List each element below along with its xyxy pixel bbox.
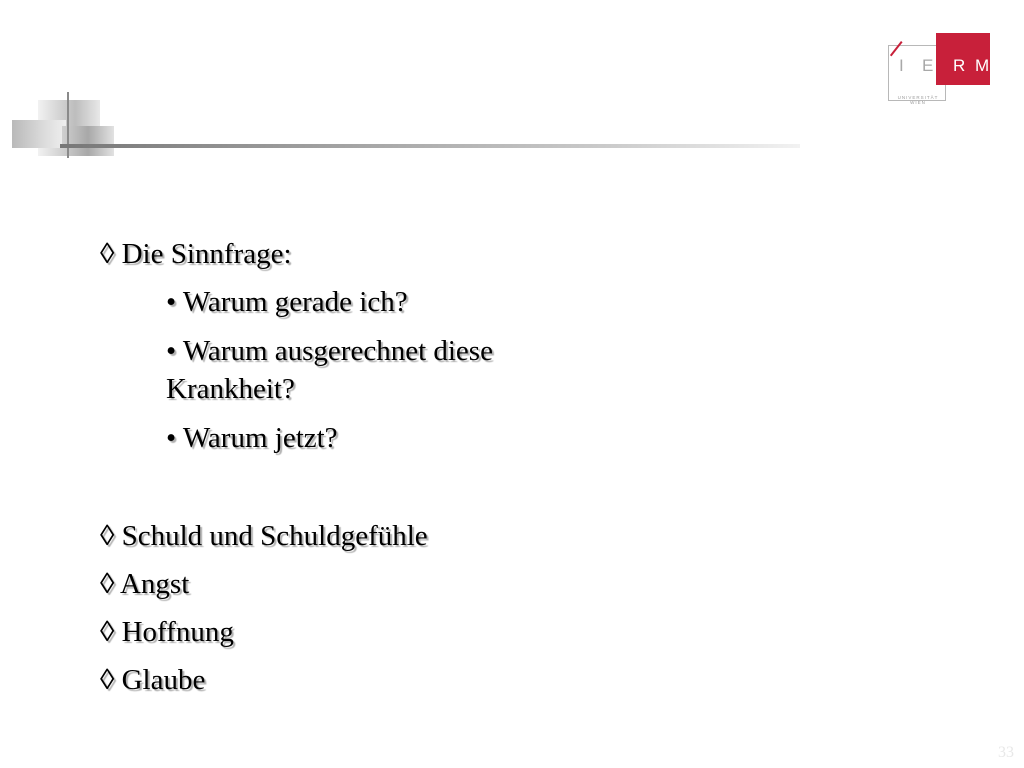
bullet-item: • Warum ausgerechnet diese Krankheit? (166, 335, 493, 405)
logo-subtitle: UNIVERSITÄT WIEN (897, 95, 939, 105)
topic-item: ◊ Angst (100, 568, 190, 600)
bullet-item: • Warum gerade ich? (166, 286, 408, 318)
bullet-item: • Warum jetzt? (166, 422, 338, 454)
decor-vertical-line (67, 92, 69, 158)
decor-square (12, 120, 66, 148)
logo-letter: E (922, 56, 934, 75)
ierm-logo (885, 33, 991, 105)
page-number: 33 (998, 744, 1014, 761)
slide-content (100, 236, 700, 698)
topic-item: ◊ Glaube (100, 664, 206, 696)
topic-item: ◊ Schuld und Schuldgefühle (100, 520, 428, 552)
topic-item: ◊ Hoffnung (100, 616, 234, 648)
heading-sinnfrage: ◊ Die Sinnfrage: (100, 238, 292, 270)
logo-letter: I (899, 56, 904, 75)
logo-letters (891, 56, 991, 76)
logo-letter: R (953, 56, 966, 75)
logo-letter: M (975, 56, 990, 75)
title-divider (60, 144, 800, 148)
decor-square (62, 126, 114, 156)
